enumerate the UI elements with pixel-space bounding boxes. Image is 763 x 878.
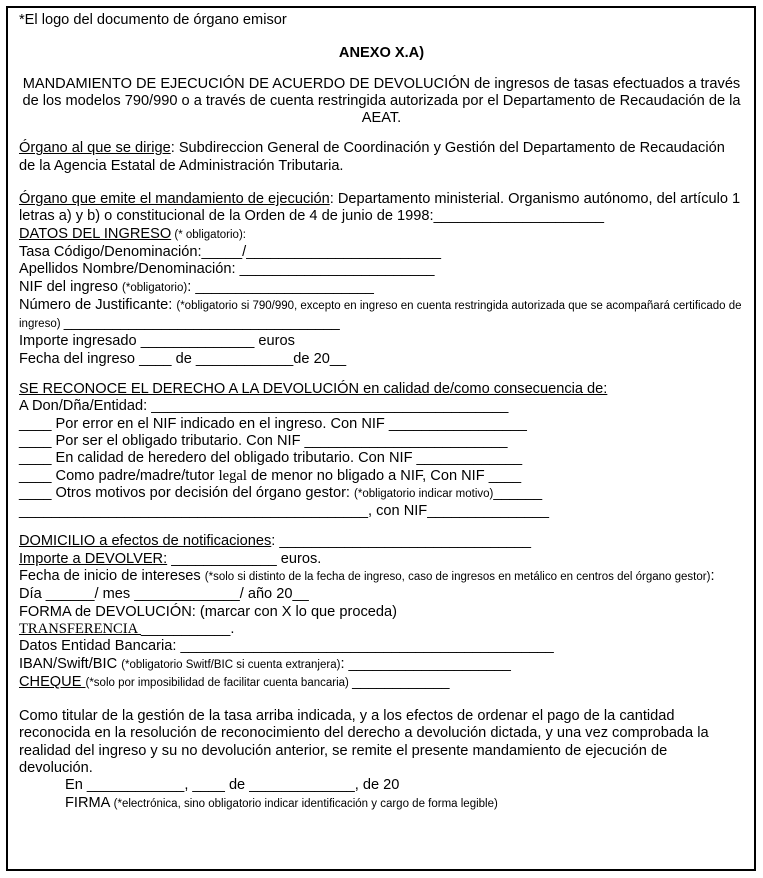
document-title-text: ANEXO X.A) bbox=[338, 45, 425, 62]
domicilio-line bbox=[19, 533, 744, 550]
fecha-ingreso-mid2: de 20 bbox=[293, 350, 330, 367]
don-entidad-label: A Don/Dña/Entidad: bbox=[19, 398, 152, 415]
tasa-codigo-label: Tasa Código/Denominación: bbox=[19, 243, 202, 260]
ano-label: / año 20 bbox=[239, 586, 293, 603]
option-tutor-nif-blank: ____ bbox=[488, 467, 522, 484]
signature-day-blank: ____ bbox=[192, 777, 225, 794]
option-otros-tick-blank: ____ bbox=[19, 484, 52, 501]
datos-ingreso-heading bbox=[19, 226, 744, 244]
importe-devolver-label: Importe a DEVOLVER: bbox=[19, 550, 168, 567]
option-otros bbox=[19, 485, 744, 503]
option-tutor bbox=[19, 468, 744, 485]
apellidos-line bbox=[19, 261, 744, 278]
option-heredero-tick-blank: ____ bbox=[19, 450, 52, 467]
fecha-ingreso-day-blank: ____ bbox=[139, 350, 172, 367]
tasa-separator: / bbox=[242, 243, 247, 260]
closing-paragraph-text: Como titular de la gestión de la tasa arriba indicada, y a los efectos de ordenar el pago de la cantidad reconocida en la resolución de reconocimiento del derecho a devolución dictada, y una vez comprobada la realidad del ingreso y su no devolución anterior, se remite el presente mandamiento de ejecución de devolución. bbox=[19, 708, 713, 776]
iban-colon: : bbox=[340, 655, 349, 672]
signature-en-label: En bbox=[65, 777, 87, 794]
fecha-intereses-colon: : bbox=[710, 568, 715, 585]
tasa-codigo-line bbox=[19, 244, 744, 261]
logo-note bbox=[19, 12, 744, 29]
justificante-label: Número de Justificante: bbox=[19, 296, 177, 313]
option-otros-note: (*obligatorio indicar motivo) bbox=[354, 487, 494, 500]
organo-dirige-label: Órgano al que se dirige bbox=[19, 140, 171, 157]
importe-ingresado-blank: ______________ bbox=[140, 333, 255, 350]
organo-dirige-paragraph bbox=[19, 140, 744, 175]
datos-bancaria-label: Datos Entidad Bancaria: bbox=[19, 638, 181, 655]
cheque-note: (*solo por imposibilidad de facilitar cuenta bancaria) bbox=[85, 676, 353, 689]
firma-line bbox=[19, 795, 744, 813]
signature-place-date-line bbox=[19, 777, 744, 794]
transferencia-blank: ___________ bbox=[141, 620, 231, 637]
option-tutor-tick-blank: ____ bbox=[19, 467, 52, 484]
tasa-codigo-blank: _____ bbox=[201, 243, 243, 260]
fecha-ingreso-label: Fecha del ingreso bbox=[19, 350, 140, 367]
iban-label: IBAN/Swift/BIC bbox=[19, 655, 122, 672]
option-obligado-nif-blank: _________________________ bbox=[304, 432, 508, 449]
organo-emite-label: Órgano que emite el mandamiento de ejecución bbox=[19, 191, 330, 208]
fecha-intereses-note: (*solo si distinto de la fecha de ingreso, caso de ingresos en metálico en centros del órgano gestor) bbox=[204, 571, 711, 584]
ano-blank: __ bbox=[292, 586, 309, 603]
nif-ingreso-blank: ______________________ bbox=[195, 278, 374, 295]
mes-label: / mes bbox=[94, 586, 135, 603]
don-entidad-line bbox=[19, 398, 744, 415]
forma-devolucion-text: FORMA de DEVOLUCIÓN: (marcar con X lo que proceda) bbox=[19, 603, 397, 620]
signature-mid1: , bbox=[184, 777, 193, 794]
otros-overflow-blank2: _______________ bbox=[427, 503, 549, 520]
dia-label: Día bbox=[19, 586, 46, 603]
option-heredero bbox=[19, 450, 744, 467]
option-obligado bbox=[19, 433, 744, 450]
derecho-heading bbox=[19, 381, 744, 398]
transferencia-line bbox=[19, 621, 744, 638]
option-error-nif bbox=[19, 416, 744, 433]
datos-ingreso-heading-text: DATOS DEL INGRESO bbox=[19, 225, 172, 242]
signature-mid3: , de 20 bbox=[354, 777, 400, 794]
signature-month-blank: _____________ bbox=[249, 777, 355, 794]
option-obligado-tick-blank: ____ bbox=[19, 432, 52, 449]
nif-ingreso-colon: : bbox=[187, 278, 196, 295]
fecha-ingreso-line bbox=[19, 351, 744, 368]
fecha-intereses-label: Fecha de inicio de intereses bbox=[19, 568, 205, 585]
domicilio-label: DOMICILIO a efectos de notificaciones bbox=[19, 533, 272, 550]
option-error-nif-blank: _________________ bbox=[388, 415, 527, 432]
justificante-note: (*obligatorio si 790/990, excepto en ingreso en cuenta restringida autorizada que se acompañará certificado de ingreso) bbox=[19, 299, 745, 331]
signature-mid2: de bbox=[224, 777, 250, 794]
firma-label: FIRMA bbox=[65, 794, 114, 811]
option-tutor-pre: Como padre/madre/tutor bbox=[51, 467, 219, 484]
option-error-text: Por error en el NIF indicado en el ingreso. Con NIF bbox=[51, 415, 389, 432]
domicilio-colon: : bbox=[271, 533, 280, 550]
document-title bbox=[19, 45, 744, 62]
organo-emite-paragraph bbox=[19, 191, 744, 226]
option-error-tick-blank: ____ bbox=[19, 415, 52, 432]
domicilio-blank: _______________________________ bbox=[279, 533, 531, 550]
nif-ingreso-label: NIF del ingreso bbox=[19, 278, 123, 295]
organo-dirige-text: : Subdireccion General de Coordinación y Gestión del Departamento de Recaudación de la Agencia Estatal de Administración Tributaria. bbox=[19, 140, 729, 174]
signature-place-blank: ____________ bbox=[86, 777, 185, 794]
intro-paragraph bbox=[19, 76, 744, 128]
importe-devolver-suffix: euros. bbox=[276, 550, 322, 567]
fecha-intereses-line bbox=[19, 568, 744, 586]
fecha-ingreso-month-blank: ____________ bbox=[195, 350, 294, 367]
cheque-label: CHEQUE bbox=[19, 673, 86, 690]
dia-blank: ______ bbox=[45, 586, 95, 603]
importe-ingresado-line bbox=[19, 333, 744, 350]
apellidos-label: Apellidos Nombre/Denominación: bbox=[19, 261, 240, 278]
importe-ingresado-suffix: euros bbox=[254, 333, 295, 350]
organo-emite-text: : Departamento ministerial. Organismo autónomo, del artículo 1 letras a) y b) o constitucional de la Orden de 4 de junio de 1998: bbox=[19, 191, 745, 225]
dia-mes-ano-line bbox=[19, 586, 744, 603]
datos-bancaria-line bbox=[19, 638, 744, 655]
mes-blank: _____________ bbox=[134, 586, 240, 603]
closing-paragraph bbox=[19, 708, 744, 777]
importe-devolver-line bbox=[19, 551, 744, 568]
fecha-ingreso-year-blank: __ bbox=[329, 350, 347, 367]
tasa-denominacion-blank: ________________________ bbox=[246, 243, 441, 260]
forma-devolucion-line bbox=[19, 604, 744, 621]
option-otros-text: Otros motivos por decisión del órgano gestor: bbox=[51, 484, 355, 501]
organo-emite-blank: _____________________ bbox=[433, 208, 605, 225]
document-border-frame bbox=[6, 6, 756, 871]
option-tutor-post: de menor no bligado a NIF, Con NIF bbox=[246, 467, 489, 484]
otros-overflow-line bbox=[19, 503, 744, 520]
option-heredero-nif-blank: _____________ bbox=[416, 450, 523, 467]
justificante-line bbox=[19, 297, 744, 334]
justificante-blank: __________________________________ bbox=[63, 315, 340, 332]
intro-paragraph-text: MANDAMIENTO DE EJECUCIÓN DE ACUERDO DE DEVOLUCIÓN de ingresos de tasas efectuados a través de los modelos 790/990 o a través de cuenta restringida autorizada por el Departamento de Recaudación de la AEAT. bbox=[22, 75, 745, 127]
logo-note-text: *El logo del documento de órgano emisor bbox=[19, 12, 287, 28]
firma-note: (*electrónica, sino obligatorio indicar identificación y cargo de forma legible) bbox=[113, 797, 498, 810]
datos-bancaria-blank: ______________________________________________ bbox=[180, 638, 554, 655]
transferencia-period: . bbox=[230, 620, 235, 637]
iban-blank: ____________________ bbox=[348, 655, 511, 672]
cheque-blank: ____________ bbox=[352, 673, 450, 690]
nif-ingreso-line bbox=[19, 279, 744, 297]
iban-note: (*obligatorio Switf/BIC si cuenta extranjera) bbox=[121, 658, 341, 671]
iban-line bbox=[19, 656, 744, 674]
option-obligado-text: Por ser el obligado tributario. Con NIF bbox=[51, 432, 305, 449]
don-entidad-blank: ____________________________________________ bbox=[151, 398, 509, 415]
fecha-ingreso-mid1: de bbox=[171, 350, 196, 367]
option-otros-blank: ______ bbox=[493, 484, 543, 501]
option-heredero-text: En calidad de heredero del obligado tributario. Con NIF bbox=[51, 450, 417, 467]
derecho-heading-text: SE RECONOCE EL DERECHO A LA DEVOLUCIÓN en calidad de/como consecuencia de: bbox=[19, 381, 608, 398]
apellidos-blank: ________________________ bbox=[239, 261, 435, 278]
importe-ingresado-label: Importe ingresado bbox=[19, 333, 141, 350]
otros-overflow-text: , con NIF bbox=[368, 503, 428, 520]
transferencia-label: TRANSFERENCIA bbox=[19, 620, 142, 637]
option-tutor-serif-word: legal bbox=[218, 467, 247, 484]
otros-overflow-blank1: ___________________________________________ bbox=[19, 503, 369, 520]
importe-devolver-blank: _____________ bbox=[171, 550, 277, 567]
datos-ingreso-heading-note: (* obligatorio): bbox=[171, 228, 246, 241]
cheque-line bbox=[19, 674, 744, 692]
nif-ingreso-note: (*obligatorio) bbox=[122, 281, 188, 294]
